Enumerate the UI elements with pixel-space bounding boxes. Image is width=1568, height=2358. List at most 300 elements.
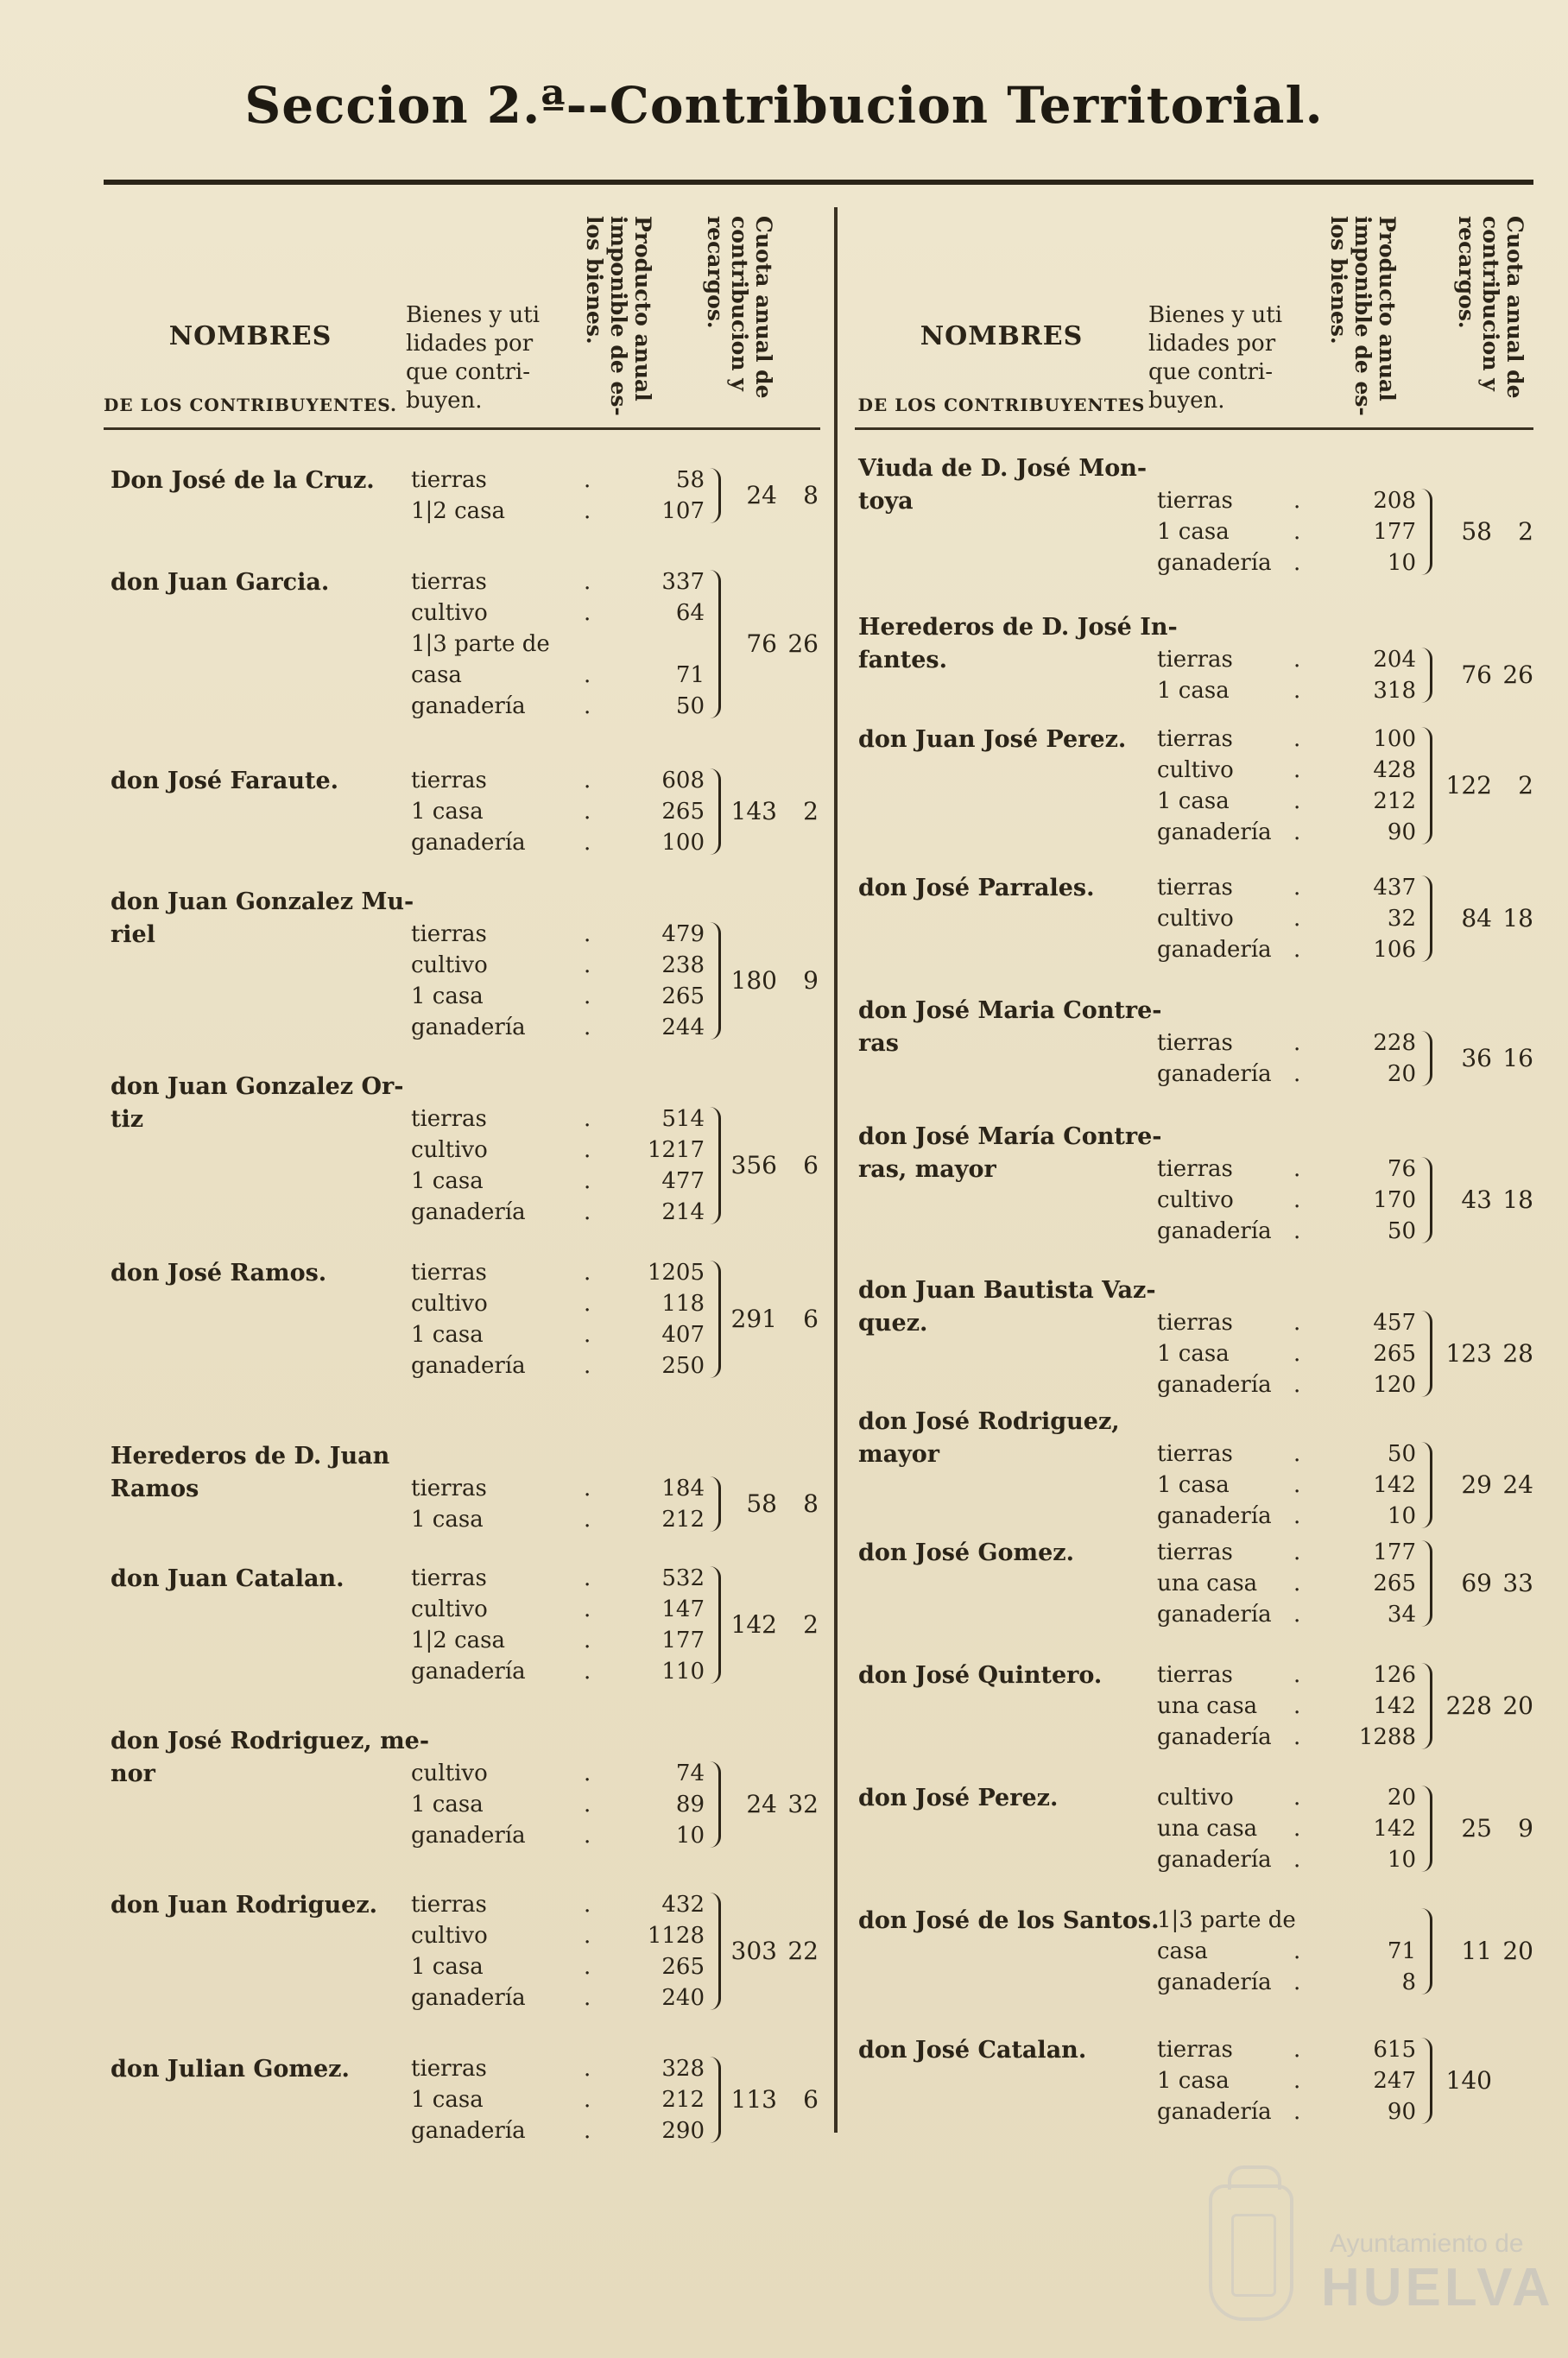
leader-dot: . [1293, 1061, 1301, 1087]
product-value: 1217 [647, 1137, 705, 1163]
product-value: 240 [661, 1985, 705, 2011]
property-items [411, 1473, 705, 1535]
property-item [411, 566, 705, 597]
property-item [411, 1594, 705, 1625]
property-item [411, 1103, 705, 1135]
cuota-reales: 76 [1461, 661, 1492, 689]
cuota-reales: 84 [1461, 904, 1492, 932]
leader-dot: . [584, 1954, 591, 1980]
leader-dot: . [1293, 1372, 1301, 1398]
property-label: 1|2 casa [411, 1628, 506, 1653]
property-item [411, 660, 705, 691]
contributor-name: don José Ramos. [111, 1260, 327, 1286]
property-item [1157, 1501, 1416, 1532]
product-value: 250 [661, 1353, 705, 1379]
property-label: ganadería [411, 1015, 526, 1040]
product-value: 74 [675, 1761, 705, 1786]
leader-dot: . [1293, 519, 1301, 545]
cuota-maravedis: 33 [1502, 1569, 1533, 1597]
property-label: 1|3 parte de [1157, 1907, 1296, 1933]
product-value: 238 [661, 952, 705, 978]
leader-dot: . [584, 1015, 591, 1040]
cuota-reales: 113 [730, 2085, 777, 2114]
leader-dot: . [1293, 726, 1301, 752]
product-value: 76 [1387, 1156, 1416, 1182]
product-value: 228 [1373, 1030, 1416, 1056]
brace [710, 768, 721, 855]
property-item [1157, 644, 1416, 675]
leader-dot: . [1293, 1938, 1301, 1964]
cuota-maravedis: 18 [1502, 1185, 1533, 1214]
property-item [411, 1758, 705, 1789]
leader-dot: . [1293, 1503, 1301, 1529]
property-items [1157, 1659, 1416, 1753]
contributor-name: don Juan Gonzalez Mu- riel [111, 888, 414, 948]
product-value: 20 [1387, 1061, 1416, 1087]
leader-dot: . [584, 1596, 591, 1622]
property-item [411, 691, 705, 722]
property-item [1157, 724, 1416, 755]
property-item [1157, 1059, 1416, 1090]
product-value: 457 [1373, 1310, 1416, 1336]
product-value: 100 [1373, 726, 1416, 752]
contributor-name: Don José de la Cruz. [111, 467, 375, 494]
product-value: 32 [1387, 906, 1416, 932]
product-value: 142 [1373, 1472, 1416, 1498]
property-item [411, 1012, 705, 1043]
property-items [411, 1889, 705, 2013]
product-value: 608 [661, 768, 705, 793]
property-label: 1 casa [1157, 678, 1230, 704]
property-items [411, 2053, 705, 2146]
property-label: ganadería [411, 1353, 526, 1379]
property-label: tierras [1157, 1030, 1233, 1056]
leader-dot: . [584, 1565, 591, 1591]
leader-dot: . [584, 693, 591, 719]
contributor-name: don Juan José Perez. [858, 726, 1127, 753]
property-item [1157, 1967, 1416, 1998]
property-label: ganadería [1157, 1218, 1272, 1244]
contributor-name: don José Parrales. [858, 875, 1095, 901]
property-item [411, 796, 705, 827]
product-value: 265 [1373, 1341, 1416, 1367]
contributor-name: don José María Contre- ras, mayor [858, 1123, 1162, 1183]
names-header-main: NOMBRES [168, 321, 332, 351]
property-label: cultivo [411, 1596, 488, 1622]
cuota-maravedis: 24 [1502, 1470, 1533, 1499]
names-header [855, 321, 1148, 415]
product-value: 50 [675, 693, 705, 719]
leader-dot: . [584, 1168, 591, 1194]
property-label: cultivo [411, 600, 488, 626]
property-item [1157, 675, 1416, 706]
leader-dot: . [1293, 1662, 1301, 1688]
leader-dot: . [1293, 1816, 1301, 1842]
property-items [1157, 2034, 1416, 2127]
leader-dot: . [584, 1476, 591, 1501]
property-item [411, 1197, 705, 1228]
property-item [1157, 1154, 1416, 1185]
property-label: cultivo [411, 1923, 488, 1949]
property-label: tierras [1157, 1310, 1233, 1336]
property-label: tierras [411, 467, 487, 493]
cuota-header: Cuota anual de contribucion y recargos. [703, 216, 776, 399]
product-value: 208 [1373, 488, 1416, 514]
leader-dot: . [1293, 1441, 1301, 1467]
cuota-maravedis: 6 [803, 1305, 819, 1333]
product-value: 110 [661, 1659, 705, 1685]
product-value: 204 [1373, 647, 1416, 673]
product-value: 265 [1373, 1571, 1416, 1596]
property-item [411, 827, 705, 858]
product-value: 64 [675, 600, 705, 626]
contributor-name: don Juan Gonzalez Or- tiz [111, 1073, 404, 1133]
product-value: 90 [1387, 819, 1416, 845]
bienes-header: Bienes y uti lidades por que contri- buyen. [1148, 302, 1283, 414]
cuota-maravedis: 8 [803, 1489, 819, 1518]
property-label: 1 casa [1157, 1472, 1230, 1498]
brace [1421, 1311, 1432, 1397]
contributor-name: don Juan Rodriguez. [111, 1892, 378, 1919]
product-value: 89 [675, 1792, 705, 1817]
property-items [1157, 485, 1416, 578]
property-item [411, 496, 705, 527]
leader-dot: . [584, 1659, 591, 1685]
property-label: cultivo [411, 952, 488, 978]
property-label: tierras [1157, 2037, 1233, 2063]
names-header-sub: DE LOS CONTRIBUYENTES [857, 395, 1146, 415]
product-value: 147 [661, 1596, 705, 1622]
property-item [1157, 1338, 1416, 1369]
leader-dot: . [584, 1322, 591, 1348]
watermark-line1: Ayuntamiento de [1330, 2229, 1524, 2258]
cuota-reales: 25 [1461, 1814, 1492, 1843]
cuota-maravedis: 6 [803, 2085, 819, 2114]
property-label: tierras [411, 768, 487, 793]
leader-dot: . [584, 662, 591, 688]
property-label: ganadería [1157, 1372, 1272, 1398]
property-label: ganadería [1157, 1724, 1272, 1750]
brace [1421, 727, 1432, 844]
cuota-maravedis: 16 [1502, 1044, 1533, 1072]
property-label: 1 casa [1157, 2068, 1230, 2094]
leader-dot: . [1293, 2037, 1301, 2063]
brace [710, 468, 721, 523]
cuota-reales: 36 [1461, 1044, 1492, 1072]
property-item [411, 1951, 705, 1982]
contributor-name: don Juan Garcia. [111, 569, 330, 596]
property-items [411, 1257, 705, 1381]
cuota-maravedis: 26 [1502, 661, 1533, 689]
cuota-maravedis: 8 [803, 481, 819, 509]
leader-dot: . [584, 2056, 591, 2082]
leader-dot: . [1293, 1310, 1301, 1336]
leader-dot: . [1293, 678, 1301, 704]
producto-header: Producto anual imponible de es- los bienes. [582, 216, 655, 416]
leader-dot: . [584, 1106, 591, 1132]
property-item [1157, 1722, 1416, 1753]
title-rule [104, 180, 1533, 185]
property-item [411, 1257, 705, 1288]
property-item [1157, 516, 1416, 547]
leader-dot: . [1293, 819, 1301, 845]
property-label: casa [1157, 1938, 1208, 1964]
property-label: cultivo [411, 1761, 488, 1786]
leader-dot: . [1293, 875, 1301, 901]
property-label: 1|2 casa [411, 498, 506, 524]
leader-dot: . [1293, 788, 1301, 814]
cuota-reales: 76 [746, 629, 777, 658]
property-label: una casa [1157, 1571, 1258, 1596]
property-label: tierras [1157, 647, 1233, 673]
contributor-name: don Julian Gomez. [111, 2056, 350, 2083]
property-label: tierras [411, 1106, 487, 1132]
cuota-reales: 69 [1461, 1569, 1492, 1597]
property-label: ganadería [411, 693, 526, 719]
leader-dot: . [1293, 1847, 1301, 1873]
property-items [1157, 1154, 1416, 1247]
product-value: 244 [661, 1015, 705, 1040]
product-value: 50 [1387, 1441, 1416, 1467]
property-item [411, 2053, 705, 2084]
product-value: 120 [1373, 1372, 1416, 1398]
property-item [1157, 1905, 1416, 1936]
leader-dot: . [1293, 1969, 1301, 1995]
left-column [104, 199, 820, 2144]
property-label: ganadería [1157, 1061, 1272, 1087]
property-item [411, 1789, 705, 1820]
leader-dot: . [1293, 757, 1301, 783]
cuota-reales: 143 [730, 797, 777, 825]
property-label: ganadería [1157, 1969, 1272, 1995]
property-item [411, 1625, 705, 1656]
property-item [411, 1288, 705, 1319]
cuota-maravedis: 2 [1518, 771, 1533, 800]
leader-dot: . [584, 1892, 591, 1918]
cuota-reales: 142 [730, 1610, 777, 1639]
leader-dot: . [1293, 1218, 1301, 1244]
property-items [1157, 724, 1416, 848]
property-label: ganadería [1157, 1503, 1272, 1529]
leader-dot: . [584, 569, 591, 595]
cuota-maravedis: 20 [1502, 1691, 1533, 1720]
leader-dot: . [1293, 2068, 1301, 2094]
property-items [1157, 1438, 1416, 1532]
cuota-reales: 291 [730, 1305, 777, 1333]
property-item [411, 629, 705, 660]
contributor-name: don Juan Catalan. [111, 1565, 345, 1592]
brace [710, 1893, 721, 2010]
property-item [1157, 1691, 1416, 1722]
property-label: cultivo [1157, 1785, 1234, 1811]
leader-dot: . [1293, 550, 1301, 576]
product-value: 142 [1373, 1693, 1416, 1719]
property-item [411, 597, 705, 629]
cuota-reales: 123 [1445, 1339, 1492, 1368]
cuota-reales: 24 [746, 481, 777, 509]
property-label: tierras [411, 569, 487, 595]
product-value: 107 [661, 498, 705, 524]
leader-dot: . [584, 952, 591, 978]
product-value: 100 [661, 830, 705, 856]
product-value: 10 [675, 1823, 705, 1849]
property-item [411, 950, 705, 981]
property-label: 1 casa [1157, 519, 1230, 545]
product-value: 1128 [647, 1923, 705, 1949]
leader-dot: . [584, 1628, 591, 1653]
product-value: 615 [1373, 2037, 1416, 2063]
property-item [1157, 1438, 1416, 1470]
leader-dot: . [1293, 1571, 1301, 1596]
leader-dot: . [1293, 937, 1301, 963]
brace [710, 1261, 721, 1378]
cuota-maravedis: 22 [787, 1937, 819, 1965]
property-item [1157, 1216, 1416, 1247]
leader-dot: . [584, 600, 591, 626]
property-item [411, 765, 705, 796]
property-item [1157, 817, 1416, 848]
property-item [411, 1166, 705, 1197]
property-item [1157, 1185, 1416, 1216]
property-item [1157, 1307, 1416, 1338]
product-value: 71 [1387, 1938, 1416, 1964]
product-value: 106 [1373, 937, 1416, 963]
contributor-name: don José Rodriguez, mayor [858, 1408, 1120, 1468]
property-item [1157, 786, 1416, 817]
brace [1421, 648, 1432, 703]
product-value: 212 [661, 2087, 705, 2113]
cuota-reales: 24 [746, 1790, 777, 1818]
property-label: ganadería [411, 1985, 526, 2011]
property-item [1157, 2096, 1416, 2127]
cuota-maravedis: 20 [1502, 1937, 1533, 1965]
leader-dot: . [584, 467, 591, 493]
contributor-name: don José Faraute. [111, 768, 339, 794]
property-items [411, 465, 705, 527]
property-item [1157, 547, 1416, 578]
property-items [411, 919, 705, 1043]
property-item [1157, 1813, 1416, 1844]
contributor-name: Herederos de D. Juan Ramos [111, 1443, 390, 1502]
cuota-reales: 303 [730, 1937, 777, 1965]
property-item [1157, 1369, 1416, 1400]
product-value: 1288 [1358, 1724, 1416, 1750]
cuota-maravedis: 2 [803, 1610, 819, 1639]
property-item [1157, 1027, 1416, 1059]
cuota-maravedis: 6 [803, 1151, 819, 1179]
leader-dot: . [1293, 488, 1301, 514]
property-label: ganadería [411, 830, 526, 856]
product-value: 71 [675, 662, 705, 688]
brace [1421, 1663, 1432, 1749]
property-label: ganadería [411, 2118, 526, 2144]
leader-dot: . [584, 921, 591, 947]
property-label: tierras [411, 1476, 487, 1501]
property-items [1157, 872, 1416, 965]
leader-dot: . [584, 1137, 591, 1163]
product-value: 214 [661, 1199, 705, 1225]
product-value: 142 [1373, 1816, 1416, 1842]
contributor-name: don José Perez. [858, 1785, 1059, 1811]
product-value: 514 [661, 1106, 705, 1132]
names-header-sub: DE LOS CONTRIBUYENTES. [104, 395, 397, 415]
property-label: tierras [1157, 1539, 1233, 1565]
product-value: 212 [661, 1507, 705, 1533]
leader-dot: . [1293, 1341, 1301, 1367]
property-label: tierras [1157, 726, 1233, 752]
cuota-reales: 122 [1445, 771, 1492, 800]
property-item [411, 2115, 705, 2146]
leader-dot: . [584, 983, 591, 1009]
product-value: 328 [661, 2056, 705, 2082]
leader-dot: . [1293, 647, 1301, 673]
product-value: 477 [661, 1168, 705, 1194]
property-item [411, 1319, 705, 1350]
property-item [1157, 485, 1416, 516]
property-item [411, 1135, 705, 1166]
brace [710, 2057, 721, 2143]
property-items [1157, 1782, 1416, 1875]
product-value: 290 [661, 2118, 705, 2144]
property-item [1157, 1782, 1416, 1813]
property-items [1157, 1905, 1416, 1998]
property-label: tierras [1157, 1156, 1233, 1182]
property-item [411, 1504, 705, 1535]
product-value: 318 [1373, 678, 1416, 704]
property-item [1157, 2065, 1416, 2096]
property-label: cultivo [1157, 757, 1234, 783]
property-label: 1 casa [411, 1792, 484, 1817]
product-value: 177 [1373, 519, 1416, 545]
leader-dot: . [584, 768, 591, 793]
cuota-reales: 43 [1461, 1185, 1492, 1214]
property-label: ganadería [1157, 937, 1272, 963]
contributor-name: Viuda de D. José Mon- toya [858, 455, 1148, 515]
leader-dot: . [584, 1507, 591, 1533]
property-item [1157, 934, 1416, 965]
brace [1421, 876, 1432, 962]
leader-dot: . [584, 799, 591, 825]
property-label: ganadería [411, 1199, 526, 1225]
names-header [104, 321, 397, 415]
leader-dot: . [584, 830, 591, 856]
cuota-maravedis: 9 [803, 966, 819, 995]
property-label: tierras [411, 2056, 487, 2082]
leader-dot: . [1293, 1156, 1301, 1182]
product-value: 58 [675, 467, 705, 493]
leader-dot: . [584, 2087, 591, 2113]
leader-dot: . [584, 1985, 591, 2011]
property-items [411, 1758, 705, 1851]
property-label: 1 casa [411, 1322, 484, 1348]
property-items [411, 1563, 705, 1687]
property-item [1157, 755, 1416, 786]
leader-dot: . [1293, 2099, 1301, 2125]
property-label: 1 casa [411, 1507, 484, 1533]
property-items [411, 1103, 705, 1228]
property-label: tierras [411, 1260, 487, 1286]
leader-dot: . [584, 1291, 591, 1317]
property-label: ganadería [1157, 1847, 1272, 1873]
cuota-maravedis: 26 [787, 629, 819, 658]
property-label: una casa [1157, 1693, 1258, 1719]
property-label: 1 casa [411, 1954, 484, 1980]
cuota-reales: 58 [1461, 517, 1492, 546]
leader-dot: . [584, 1761, 591, 1786]
property-item [411, 1889, 705, 1920]
brace [1421, 1031, 1432, 1086]
cuota-reales: 228 [1445, 1691, 1492, 1720]
